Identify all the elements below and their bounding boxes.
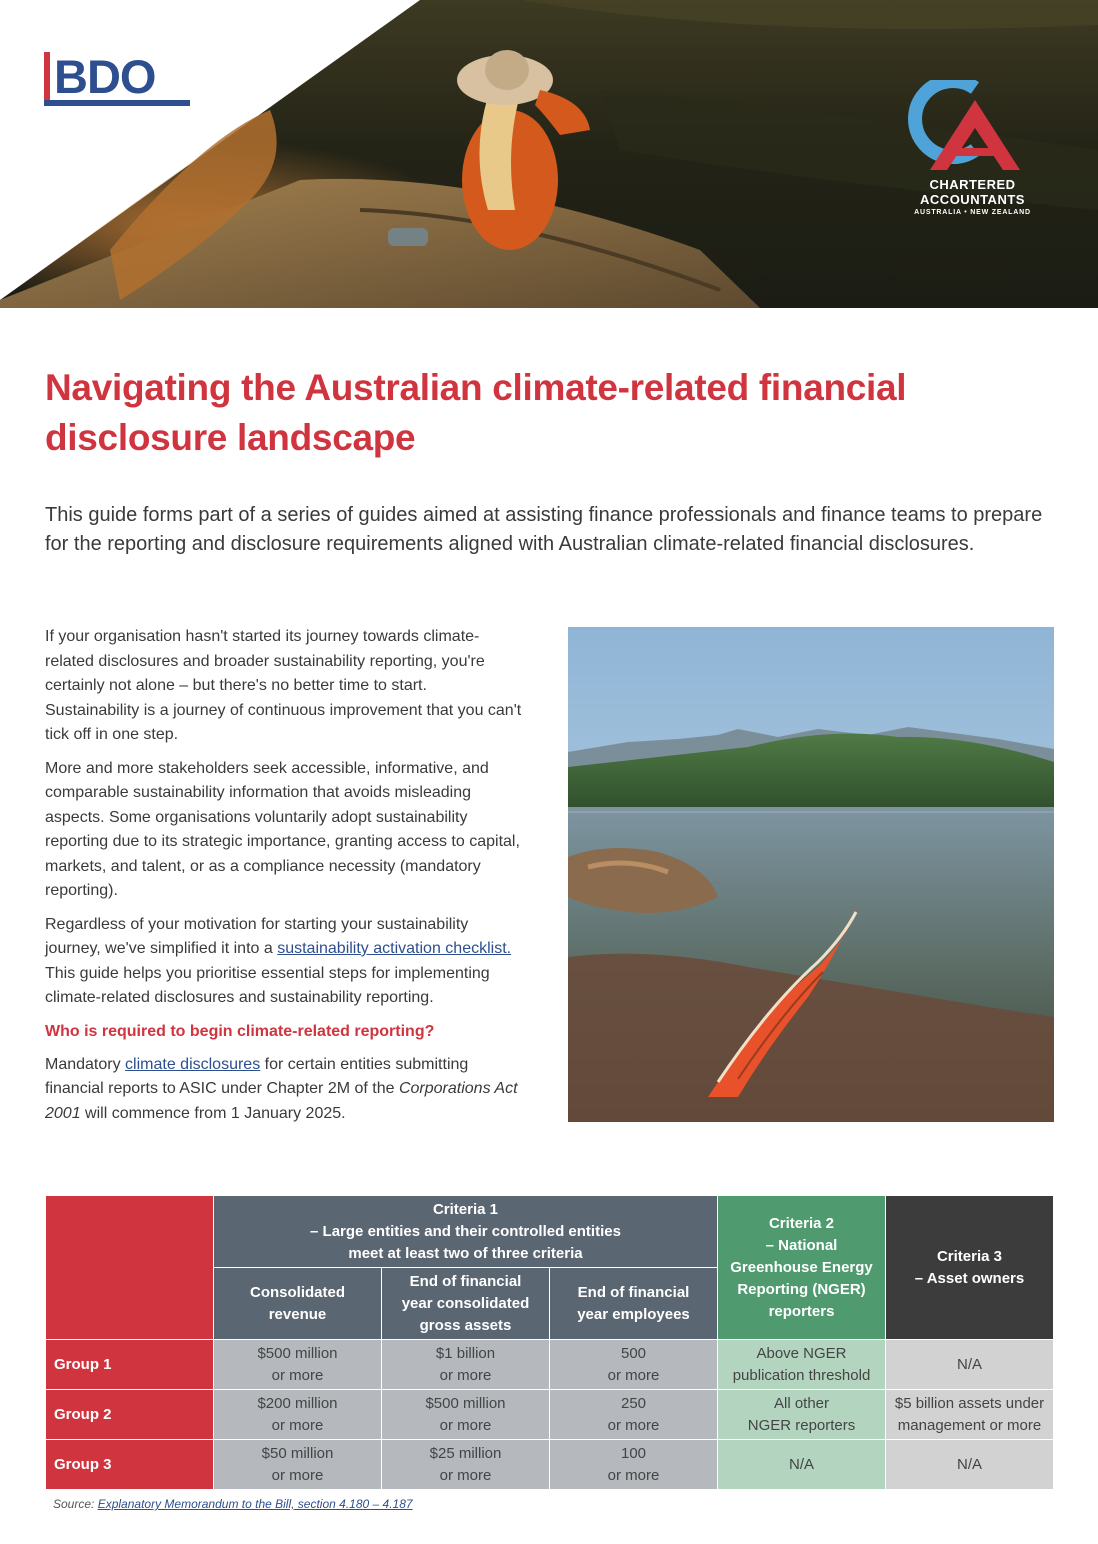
sub2-line1: End of financial: [409, 1272, 522, 1290]
owners-value: $5 billion assets under: [894, 1394, 1045, 1412]
hero-banner: [0, 0, 1098, 308]
criteria3-line2: – Asset owners: [914, 1269, 1025, 1287]
criteria1-header: [214, 1196, 718, 1268]
intro-paragraph: This guide forms part of a series of guides aimed at assisting finance professionals and finance teams to prepare for the reporting and disclosure requirements aligned with Australian climate-related financial disclosures.: [45, 504, 1043, 555]
employees-qualifier: or more: [607, 1466, 660, 1484]
employees-qualifier: or more: [607, 1416, 660, 1434]
group-label: Group 1: [46, 1340, 214, 1390]
sub3-line2: year employees: [577, 1305, 690, 1323]
revenue-value: $500 million: [257, 1344, 338, 1362]
group-label: Group 2: [46, 1390, 214, 1440]
ca-logo-line3: AUSTRALIA • NEW ZEALAND: [914, 209, 1031, 216]
employees-value: 100: [620, 1444, 647, 1462]
criteria2-line5: reporters: [768, 1302, 835, 1320]
col-gross-assets: [382, 1268, 550, 1340]
assets-qualifier: or more: [439, 1366, 492, 1384]
sub3-line1: End of financial: [577, 1283, 690, 1301]
col-employees: [550, 1268, 718, 1340]
bdo-logo: [44, 50, 190, 108]
owners-value: N/A: [956, 1455, 982, 1473]
owners-cell: [886, 1440, 1054, 1490]
criteria1-title: Criteria 1: [432, 1200, 499, 1218]
svg-text:BDO: BDO: [54, 50, 156, 103]
nger-cell: [718, 1390, 886, 1440]
criteria2-line2: – National: [765, 1236, 838, 1254]
ca-logo-line2: ACCOUNTANTS: [920, 192, 1025, 207]
nger-qualifier: NGER reporters: [747, 1416, 856, 1434]
revenue-value: $50 million: [261, 1444, 334, 1462]
sub2-line2: year consolidated: [401, 1294, 530, 1312]
sub2-line3: gross assets: [419, 1316, 512, 1334]
criteria2-line3: Greenhouse Energy: [730, 1258, 873, 1276]
sub1-line2: revenue: [268, 1305, 327, 1323]
body-paragraph-1: If your organisation hasn't started its journey towards climate-related disclosures and broader sustainability reporting, you're certainly not alone – but there's no better time to start. Sustainability is a journey of continuous improvement that you can't tick off in one step.: [45, 628, 522, 743]
criteria2-line4: Reporting (NGER): [737, 1280, 866, 1298]
assets-cell: [382, 1340, 550, 1390]
body-paragraph-4: [45, 1053, 523, 1127]
employees-value: 500: [620, 1344, 647, 1362]
revenue-cell: [214, 1440, 382, 1490]
revenue-cell: [214, 1340, 382, 1390]
assets-value: $500 million: [425, 1394, 506, 1412]
employees-cell: [550, 1440, 718, 1490]
p3-text-before: Regardless of your motivation for starting your sustainability journey, we've simplified it into a: [45, 915, 469, 957]
revenue-value: $200 million: [257, 1394, 338, 1412]
criteria-table: [45, 1195, 1054, 1490]
chartered-accountants-logo: [905, 80, 1040, 220]
revenue-qualifier: or more: [271, 1366, 324, 1384]
sustainability-checklist-link[interactable]: sustainability activation checklist.: [277, 940, 512, 957]
lake-canoe-photo: [568, 627, 1054, 1122]
employees-value: 250: [620, 1394, 647, 1412]
col-consolidated-revenue: [214, 1268, 382, 1340]
criteria3-line1: Criteria 3: [936, 1247, 1003, 1265]
criteria3-header: [886, 1196, 1054, 1340]
body-paragraph-2: More and more stakeholders seek accessible, informative, and comparable sustainability information that avoids misleading aspects. Some organisations voluntarily adopt sustainability reporting due to its strategic importance, granting access to capital, markets, and talent, or as a compliance necessity (mandatory reporting).: [45, 759, 520, 899]
owners-cell: [886, 1340, 1054, 1390]
assets-cell: [382, 1390, 550, 1440]
assets-qualifier: or more: [439, 1466, 492, 1484]
employees-cell: [550, 1340, 718, 1390]
nger-cell: [718, 1340, 886, 1390]
lake-canoe-image: [568, 627, 1054, 1122]
ca-logo-line1: CHARTERED: [929, 177, 1016, 192]
p4-text-before: Mandatory: [45, 1055, 126, 1073]
source-note: [53, 1497, 413, 1511]
nger-cell: [718, 1440, 886, 1490]
table-row: [46, 1340, 1054, 1390]
climate-disclosures-link[interactable]: climate disclosures: [125, 1055, 261, 1073]
owners-qualifier: management or more: [897, 1416, 1042, 1434]
criteria1-subtitle: – Large entities and their controlled entities: [310, 1222, 621, 1240]
revenue-qualifier: or more: [271, 1466, 324, 1484]
sub1-line1: Consolidated: [249, 1283, 345, 1301]
owners-cell: [886, 1390, 1054, 1440]
source-label: Source:: [53, 1497, 98, 1511]
assets-value: $1 billion: [435, 1344, 496, 1362]
table-row: [46, 1440, 1054, 1490]
p4-text-mid: for certain entities submitting financial reports to ASIC under Chapter 2M of the: [45, 1055, 469, 1097]
group-label: Group 3: [46, 1440, 214, 1490]
section-heading: Who is required to begin climate-related reporting?: [45, 1022, 435, 1040]
ca-emblem-icon: [905, 80, 1040, 175]
employees-cell: [550, 1390, 718, 1440]
nger-value: N/A: [788, 1455, 814, 1473]
nger-value: Above NGER: [756, 1344, 847, 1362]
explanatory-memorandum-link[interactable]: Explanatory Memorandum to the Bill, section 4.180 – 4.187: [97, 1497, 413, 1511]
p4-text-after: will commence from 1 January 2025.: [80, 1104, 346, 1122]
criteria2-line1: Criteria 2: [768, 1214, 835, 1232]
page-title: Navigating the Australian climate-related financial disclosure landscape: [45, 367, 907, 458]
criteria1-description: meet at least two of three criteria: [348, 1244, 583, 1262]
assets-cell: [382, 1440, 550, 1490]
revenue-qualifier: or more: [271, 1416, 324, 1434]
owners-value: N/A: [956, 1355, 982, 1373]
table-corner-cell: [46, 1196, 214, 1340]
body-column: [45, 625, 523, 1135]
table-row: [46, 1390, 1054, 1440]
body-paragraph-3: [45, 913, 523, 1011]
criteria2-header: [718, 1196, 886, 1340]
p3-text-after: This guide helps you prioritise essential steps for implementing climate-related disclosures and sustainability reporting.: [45, 964, 490, 1006]
nger-qualifier: publication threshold: [732, 1366, 871, 1384]
corporations-act-title: Corporations Act 2001: [45, 1080, 518, 1122]
assets-value: $25 million: [429, 1444, 502, 1462]
nger-value: All other: [773, 1394, 830, 1412]
employees-qualifier: or more: [607, 1366, 660, 1384]
assets-qualifier: or more: [439, 1416, 492, 1434]
revenue-cell: [214, 1390, 382, 1440]
